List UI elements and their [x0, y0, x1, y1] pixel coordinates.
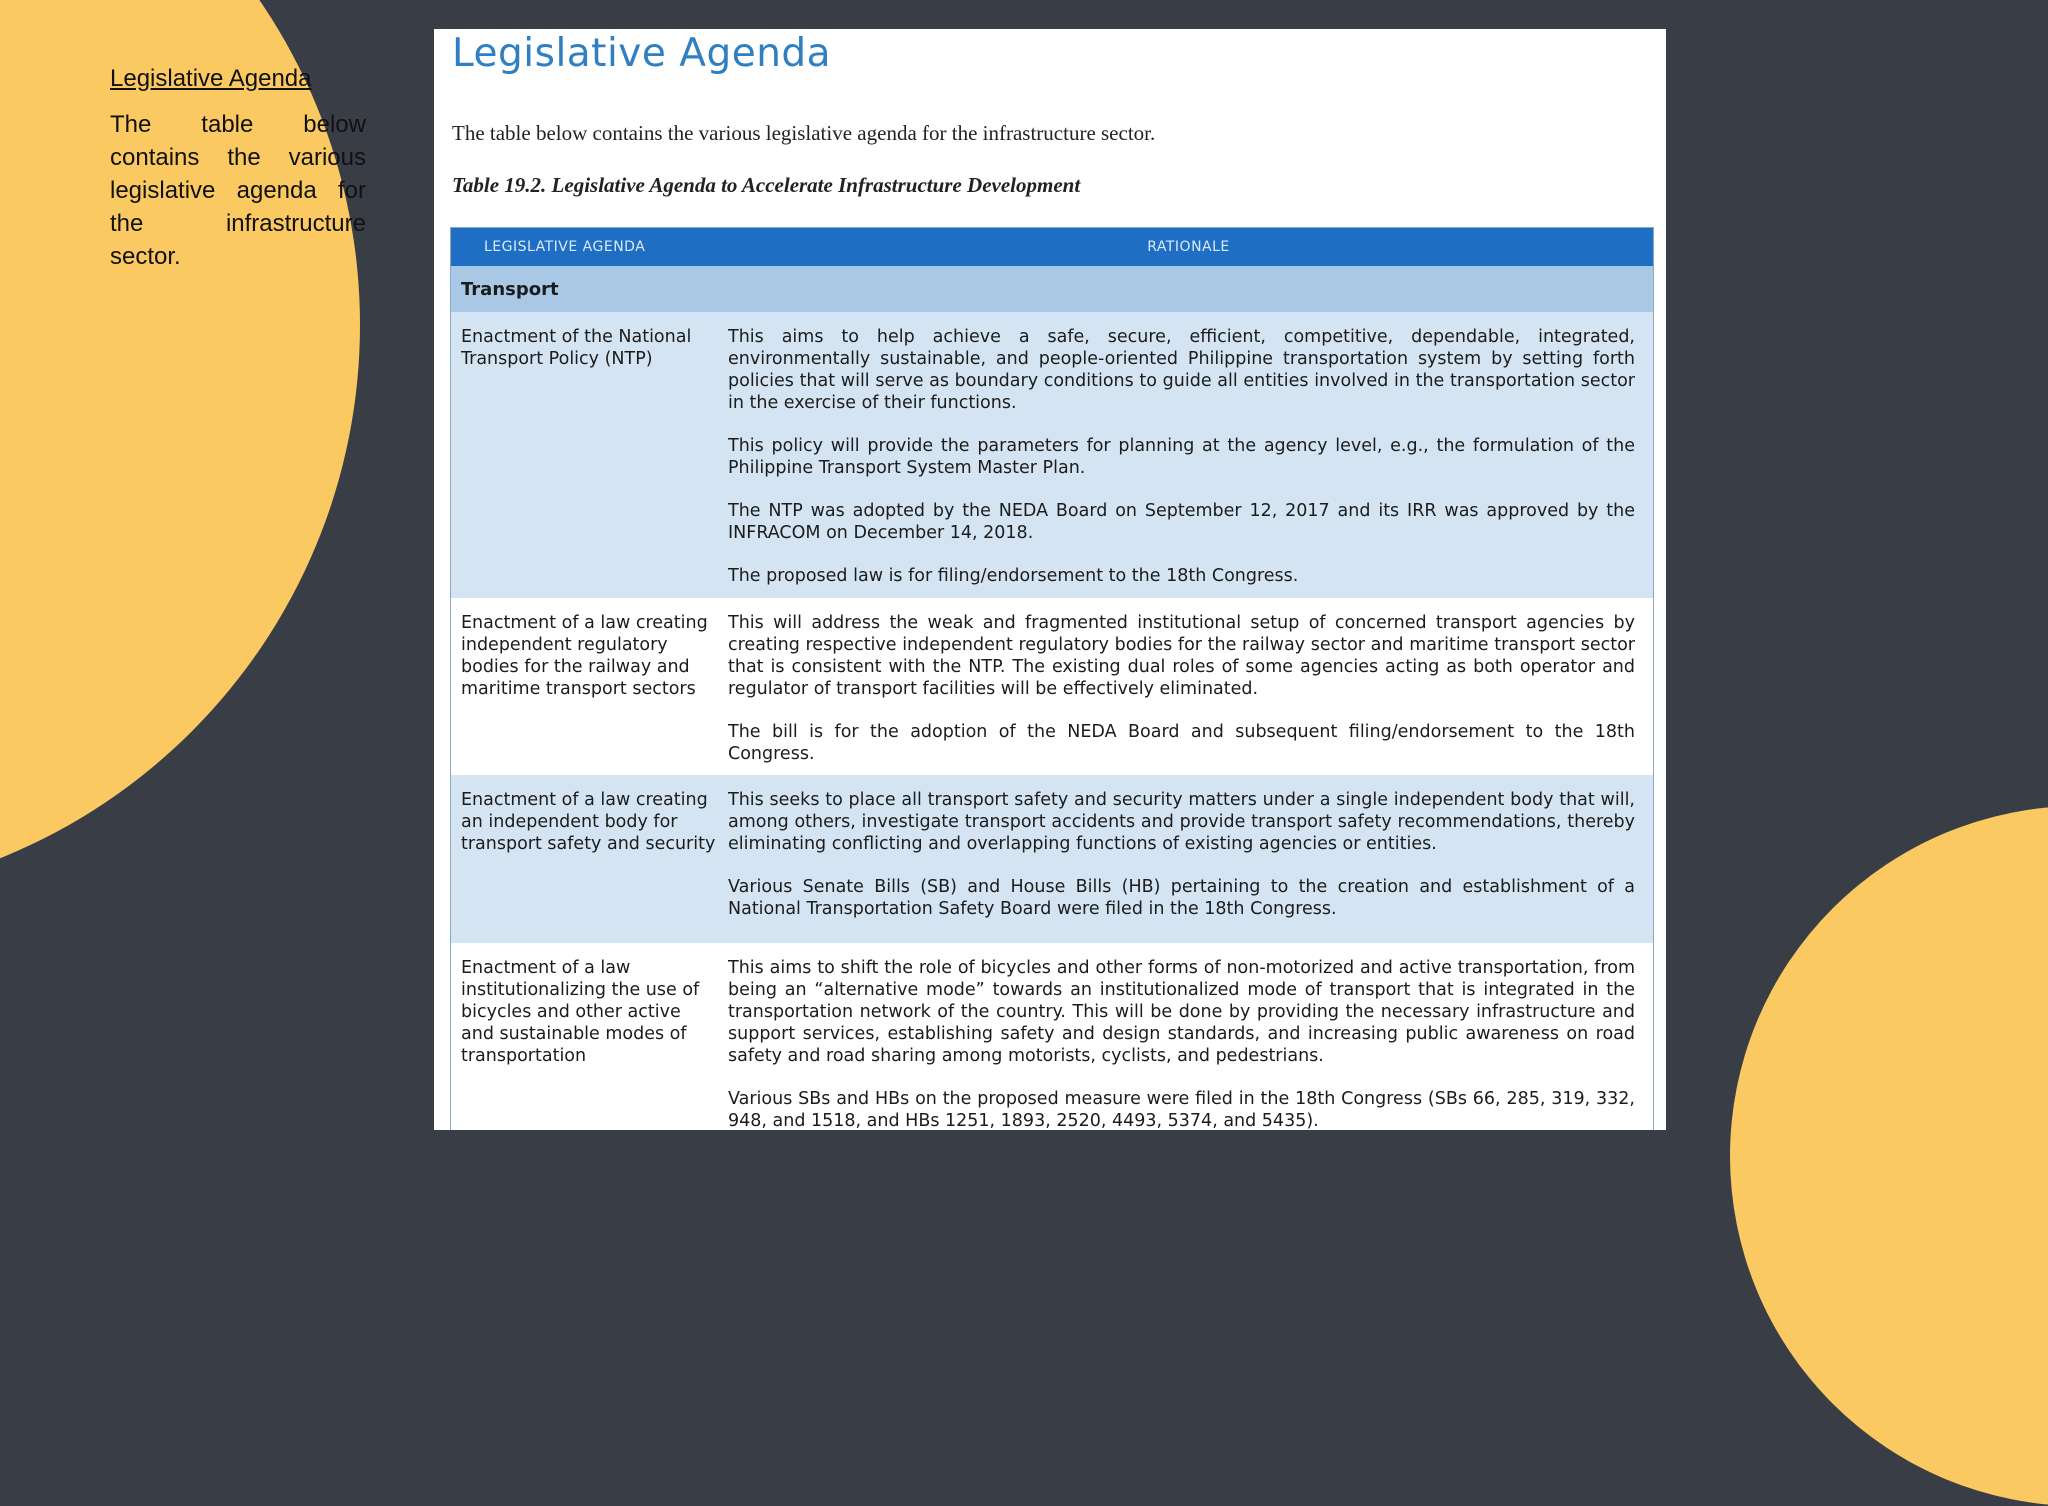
table-header-row	[451, 228, 1654, 267]
rationale-paragraph: The proposed law is for filing/endorsement to the 18th Congress.	[728, 566, 1299, 586]
sidebar-body: The table below contains the various legislative agenda for the infrastructure sector.	[110, 111, 366, 270]
rationale-paragraph: This aims to shift the role of bicycles and other forms of non-motorized and active transportation, from being an “alternative mode” towards an institutionalized mode of transport that is integrated in the transportation network of the country. This will be done by providing the necessary infrastructure and support services, establishing safety and design standards, and increasing public awareness on road safety and road sharing among motorists, cyclists, and pedestrians.	[728, 958, 1635, 1066]
table-row	[451, 598, 1654, 775]
rationale-paragraph: The bill is for the adoption of the NEDA Board and subsequent filing/endorsement to the 18th Congress.	[728, 722, 1635, 764]
agenda-cell: Enactment of the National Transport Policy (NTP)	[451, 312, 725, 598]
decorative-circle-bottom-right	[1730, 806, 2048, 1506]
section-label: Transport	[451, 266, 1654, 312]
document-intro: The table below contains the various legislative agenda for the infrastructure sector.	[452, 121, 1156, 145]
table-row	[451, 775, 1654, 943]
rationale-paragraph: The NTP was adopted by the NEDA Board on September 12, 2017 and its IRR was approved by the INFRACOM on December 14, 2018.	[728, 501, 1635, 543]
rationale-cell	[724, 312, 1654, 598]
rationale-cell	[724, 775, 1654, 943]
rationale-paragraph: Various SBs and HBs on the proposed measure were filed in the 18th Congress (SBs 66, 285, 319, 332, 948, and 1518, and HBs 1251, 1893, 2520, 4493, 5374, and 5435).	[728, 1089, 1635, 1130]
header-legislative-agenda: LEGISLATIVE AGENDA	[451, 228, 725, 267]
agenda-cell: Enactment of a law creating independent regulatory bodies for the railway and maritime transport sectors	[451, 598, 725, 775]
sidebar-text-block	[110, 62, 366, 273]
table-row	[451, 943, 1654, 1130]
section-row	[451, 266, 1654, 312]
legislative-agenda-table	[450, 227, 1654, 1130]
document-title: Legislative Agenda	[452, 31, 832, 76]
header-rationale: RATIONALE	[724, 228, 1654, 267]
document-image	[434, 29, 1666, 1130]
table-caption: Table 19.2. Legislative Agenda to Accelerate Infrastructure Development	[452, 173, 1081, 197]
agenda-cell: Enactment of a law institutionalizing the use of bicycles and other active and sustainable modes of transportation	[451, 943, 725, 1130]
sidebar-title: Legislative Agenda	[110, 65, 312, 92]
rationale-cell	[724, 598, 1654, 775]
agenda-cell: Enactment of a law creating an independent body for transport safety and security	[451, 775, 725, 943]
rationale-cell	[724, 943, 1654, 1130]
rationale-paragraph: This seeks to place all transport safety and security matters under a single independent body that will, among others, investigate transport accidents and provide transport safety recommendations, thereby eliminating conflicting and overlapping functions of existing agencies or entities.	[728, 790, 1635, 854]
rationale-paragraph: This policy will provide the parameters for planning at the agency level, e.g., the formulation of the Philippine Transport System Master Plan.	[728, 436, 1635, 478]
rationale-paragraph: This will address the weak and fragmented institutional setup of concerned transport agencies by creating respective independent regulatory bodies for the railway sector and maritime transport sector that is consistent with the NTP. The existing dual roles of some agencies acting as both operator and regulator of transport facilities will be effectively eliminated.	[728, 613, 1635, 699]
rationale-paragraph: Various Senate Bills (SB) and House Bills (HB) pertaining to the creation and establishment of a National Transportation Safety Board were filed in the 18th Congress.	[728, 877, 1635, 919]
table-row	[451, 312, 1654, 598]
rationale-paragraph: This aims to help achieve a safe, secure, efficient, competitive, dependable, integrated, environmentally sustainable, and people-oriented Philippine transportation system by setting forth policies that will serve as boundary conditions to guide all entities involved in the transportation sector in the exercise of their functions.	[728, 327, 1635, 413]
